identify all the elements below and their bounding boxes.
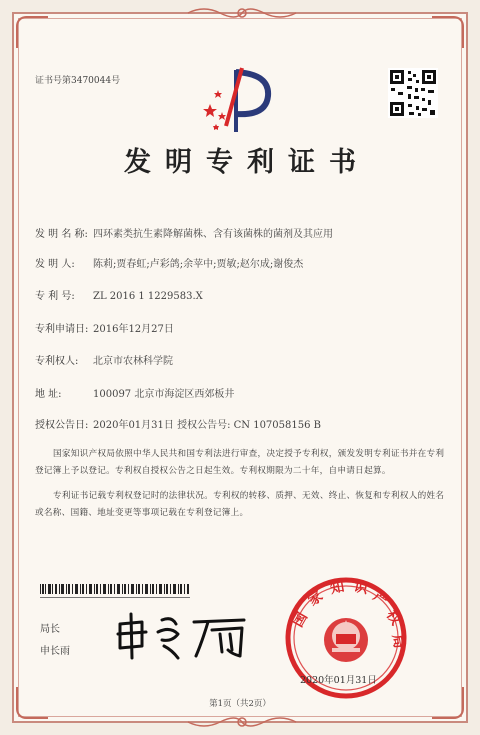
signer-name: 申长雨	[40, 646, 70, 657]
svg-text:局: 局	[388, 633, 408, 650]
page-number: 第1页（共2页）	[209, 699, 271, 709]
patent-office-emblem-icon	[196, 62, 276, 138]
field-invention-name: 发 明 名 称: 四环素类抗生素降解菌株、含有该菌株的菌剂及其应用	[35, 229, 333, 240]
svg-text:产: 产	[369, 588, 391, 610]
grant-paragraph: 国家知识产权局依照中华人民共和国专利法进行审查，决定授予专利权，颁发发明专利证书并在专利登记簿上予以登记。专利权自授权公告之日起生效。专利权期限为二十年，自申请日起算。	[35, 449, 445, 476]
barcode	[40, 584, 190, 594]
field-address: 地 址: 100097 北京市海淀区西郊板井	[35, 389, 235, 400]
field-patent-number: 专 利 号: ZL 2016 1 1229583.X	[35, 291, 203, 302]
legal-status-paragraph: 专利证书记载专利权登记时的法律状况。专利权的转移、质押、无效、终止、恢复和专利权人的姓名或名称、国籍、地址变更等事项记载在专利登记簿上。	[35, 491, 445, 518]
svg-text:知: 知	[329, 578, 346, 598]
barcode-underline	[40, 597, 190, 598]
signer-title: 局长	[40, 624, 60, 635]
svg-text:国: 国	[290, 609, 311, 631]
svg-text:识: 识	[352, 578, 370, 598]
handwritten-signature	[112, 606, 252, 664]
corner-ornament	[16, 16, 48, 48]
field-patentee: 专利权人: 北京市农林科学院	[35, 356, 173, 367]
svg-text:家: 家	[305, 588, 327, 610]
qr-code	[388, 68, 438, 118]
corner-ornament	[432, 16, 464, 48]
seal-date: 2020年01月31日	[300, 675, 377, 686]
field-application-date: 专利申请日: 2016年12月27日	[35, 324, 174, 335]
field-inventors: 发 明 人: 陈莉;贾春虹;卢彩鸽;余苹中;贾敏;赵尔成;谢俊杰	[35, 259, 304, 270]
top-ornament	[184, 5, 300, 21]
field-grant-date: 授权公告日: 2020年01月31日 授权公告号: CN 107058156 B	[35, 420, 321, 431]
bottom-ornament	[184, 714, 300, 730]
svg-text:权: 权	[382, 607, 404, 629]
certificate-number: 证书号第3470044号	[35, 76, 121, 86]
certificate-title: 发明专利证书	[124, 147, 370, 178]
